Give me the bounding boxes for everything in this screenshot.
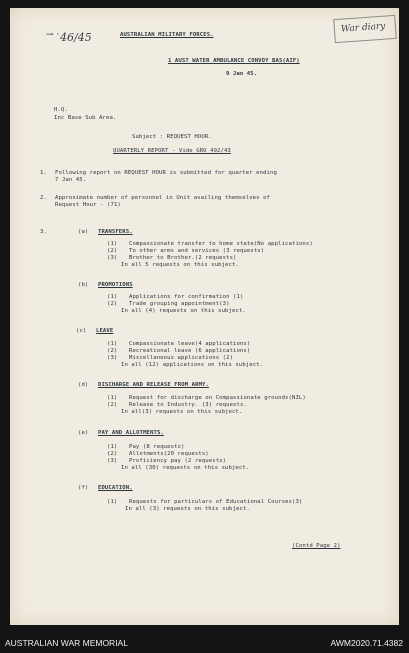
section-a-item1-num: (1) bbox=[107, 241, 118, 247]
section-a-letter: (a) bbox=[78, 229, 89, 235]
org-heading: AUSTRALIAN MILITARY FORCES. bbox=[120, 32, 214, 38]
section-f-summary: In all (3) requests on this subject. bbox=[125, 506, 250, 512]
section-f-letter: (f) bbox=[78, 485, 89, 491]
section-d-item1-num: (1) bbox=[107, 395, 118, 401]
document-page bbox=[10, 8, 399, 625]
stamp-text: War diary bbox=[340, 21, 386, 35]
para-2-number: 2. bbox=[40, 195, 47, 201]
para-2-line1: Approximate number of personnel in Unit availing themselves of bbox=[55, 195, 270, 201]
section-d-summary: In all(3) requests on this subject. bbox=[121, 409, 243, 415]
section-c-summary: In all (12) applications on this subject. bbox=[121, 362, 264, 368]
section-b-summary: In all (4) requests on this subject. bbox=[121, 308, 246, 314]
section-c-letter: (c) bbox=[76, 328, 87, 334]
para-3-number: 3. bbox=[40, 229, 47, 235]
section-d-item2-text: Release to Industry. (3) requests. bbox=[129, 402, 247, 408]
section-f-item1-text: Requests for particulars of Educational Courses(3) bbox=[129, 499, 303, 505]
section-e-letter: (e) bbox=[78, 430, 89, 436]
section-d-heading: DISCHARGE AND RELEASE FROM ARMY. bbox=[98, 382, 209, 388]
section-d-item2-num: (2) bbox=[107, 402, 118, 408]
section-a-item3-text: Brother to Brother.(2 requests) bbox=[129, 255, 237, 261]
section-b-item2-text: Trade grouping appointment(3) bbox=[129, 301, 230, 307]
continued-note: (Contd Page 2) bbox=[292, 543, 341, 549]
para-1-line1: Following report on REQUEST HOUR is submitted for quarter ending bbox=[55, 170, 277, 176]
footer-institution: AUSTRALIAN WAR MEMORIAL bbox=[5, 638, 128, 648]
para-2-line2: Request Hour - (71) bbox=[55, 202, 121, 208]
section-e-heading: PAY AND ALLOTMENTS. bbox=[98, 430, 164, 436]
section-c-item3-num: (3) bbox=[107, 355, 118, 361]
section-c-heading: LEAVE bbox=[96, 328, 114, 334]
section-a-summary: In all 5 requests on this subject. bbox=[121, 262, 239, 268]
section-e-item1-num: (1) bbox=[107, 444, 118, 450]
section-e-item1-text: Pay (8 requests) bbox=[129, 444, 185, 450]
section-c-item2-num: (2) bbox=[107, 348, 118, 354]
addressee-line2: Inc Base Sub Area. bbox=[54, 115, 117, 121]
section-a-item2-text: To other arms and services (3 requests) bbox=[129, 248, 265, 254]
section-b-heading: PROMOTIONS bbox=[98, 282, 133, 288]
section-e-item2-text: Allotments(20 requests) bbox=[129, 451, 209, 457]
war-diary-stamp bbox=[333, 15, 397, 43]
section-c-item1-num: (1) bbox=[107, 341, 118, 347]
handwritten-marks: → · bbox=[46, 30, 60, 40]
section-a-heading: TRANSFERS. bbox=[98, 229, 133, 235]
section-b-letter: (b) bbox=[78, 282, 89, 288]
section-d-item1-text: Request for discharge on Compassionate grounds(NIL) bbox=[129, 395, 306, 401]
section-d-letter: (d) bbox=[78, 382, 89, 388]
section-a-item3-num: (3) bbox=[107, 255, 118, 261]
document-date: 9 Jan 45. bbox=[226, 71, 258, 77]
section-c-item3-text: Miscellaneous applications (2) bbox=[129, 355, 234, 361]
addressee-line1: H.Q. bbox=[54, 107, 68, 113]
section-e-item3-text: Proficiency pay (2 requests) bbox=[129, 458, 227, 464]
section-a-item2-num: (2) bbox=[107, 248, 118, 254]
section-b-item2-num: (2) bbox=[107, 301, 118, 307]
subject-line: Subject : REQUEST HOUR. bbox=[132, 134, 212, 140]
subject-reference: QUARTERLY REPORT - Vide GRO 492/43 bbox=[113, 148, 231, 154]
section-c-item2-text: Recreational leave (6 applications) bbox=[129, 348, 251, 354]
section-b-item1-num: (1) bbox=[107, 294, 118, 300]
para-1-line2: 7 Jan 45. bbox=[55, 177, 87, 183]
section-e-item2-num: (2) bbox=[107, 451, 118, 457]
footer-accession-number: AWM2020.71.4382 bbox=[330, 638, 403, 648]
unit-heading: 1 AUST WATER AMBULANCE CONVOY BAS(AIF) bbox=[168, 58, 300, 64]
section-f-heading: EDUCATION. bbox=[98, 485, 133, 491]
handwritten-folio: 46/45 bbox=[60, 31, 92, 44]
section-a-item1-text: Compassionate transfer to home state(No applications) bbox=[129, 241, 313, 247]
section-b-item1-text: Applications for confirmation (1) bbox=[129, 294, 244, 300]
section-c-item1-text: Compassionate leave(4 applications) bbox=[129, 341, 251, 347]
section-e-item3-num: (3) bbox=[107, 458, 118, 464]
section-f-item1-num: (1) bbox=[107, 499, 118, 505]
para-1-number: 1. bbox=[40, 170, 47, 176]
section-e-summary: In all (30) requests on this subject. bbox=[121, 465, 250, 471]
